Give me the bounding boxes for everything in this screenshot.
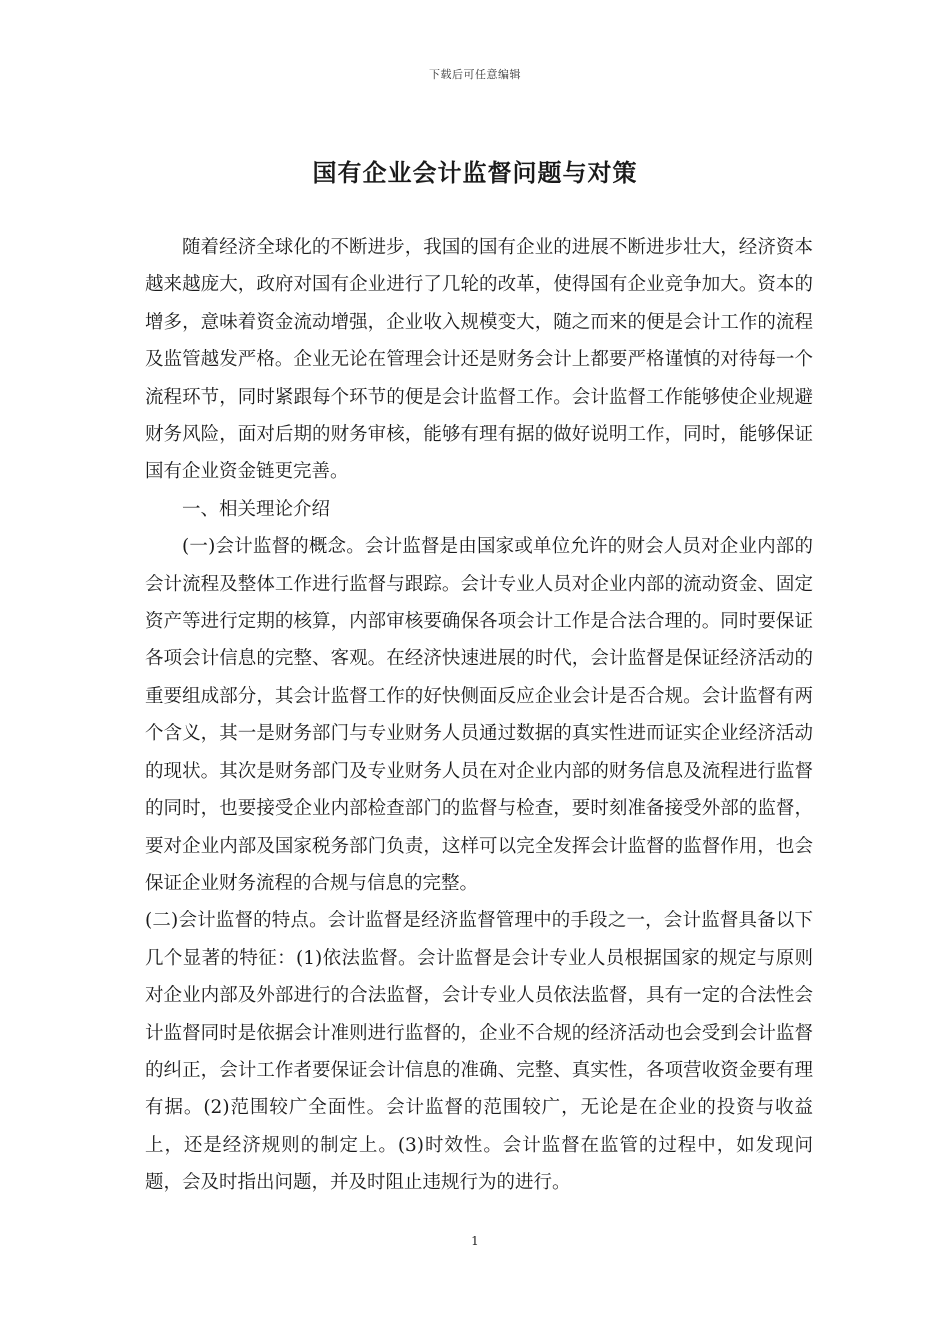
document-body bbox=[145, 229, 813, 1202]
paragraph-features: (二)会计监督的特点。会计监督是经济监督管理中的手段之一，会计监督具备以下几个显著的特征：(1)依法监督。会计监督是会计专业人员根据国家的规定与原则对企业内部及外部进行的合法监督，会计专业人员依法监督，具有一定的合法性会计监督同时是依据会计准则进行监督的，企业不合规的经济活动也会受到会计监督的纠正，会计工作者要保证会计信息的准确、完整、真实性，各项营收资金要有理有据。(2)范围较广全面性。会计监督的范围较广，无论是在企业的投资与收益上，还是经济规则的制定上。(3)时效性。会计监督在监管的过程中，如发现问题，会及时指出问题，并及时阻止违规行为的进行。 bbox=[145, 910, 813, 1194]
page-number: 1 bbox=[471, 1234, 479, 1248]
section-heading-theory: 一、相关理论介绍 bbox=[182, 498, 331, 520]
document-title: 国有企业会计监督问题与对策 bbox=[312, 158, 638, 187]
paragraph-concept: (一)会计监督的概念。会计监督是由国家或单位允许的财会人员对企业内部的会计流程及整体工作进行监督与跟踪。会计专业人员对企业内部的流动资金、固定资产等进行定期的核算，内部审核要确保各项会计工作是合法合理的。同时要保证各项会计信息的完整、客观。在经济快速进展的时代，会计监督是保证经济活动的重要组成部分，其会计监督工作的好快侧面反应企业会计是否合规。会计监督有两个含义，其一是财务部门与专业财务人员通过数据的真实性进而证实企业经济活动的现状。其次是财务部门及专业财务人员在对企业内部的财务信息及流程进行监督的同时，也要接受企业内部检查部门的监督与检查，要时刻准备接受外部的监督，要对企业内部及国家税务部门负责，这样可以完全发挥会计监督的监督作用，也会保证企业财务流程的合规与信息的完整。 bbox=[145, 536, 813, 894]
paragraph-intro: 随着经济全球化的不断进步，我国的国有企业的进展不断进步壮大，经济资本越来越庞大，政府对国有企业进行了几轮的改革，使得国有企业竞争加大。资本的增多，意味着资金流动增强，企业收入规模变大，随之而来的便是会计工作的流程及监管越发严格。企业无论在管理会计还是财务会计上都要严格谨慎的对待每一个流程环节，同时紧跟每个环节的便是会计监督工作。会计监督工作能够使企业规避财务风险，面对后期的财务审核，能够有理有据的做好说明工作，同时，能够保证国有企业资金链更完善。 bbox=[145, 237, 813, 483]
header-note: 下载后可任意编辑 bbox=[429, 68, 521, 81]
